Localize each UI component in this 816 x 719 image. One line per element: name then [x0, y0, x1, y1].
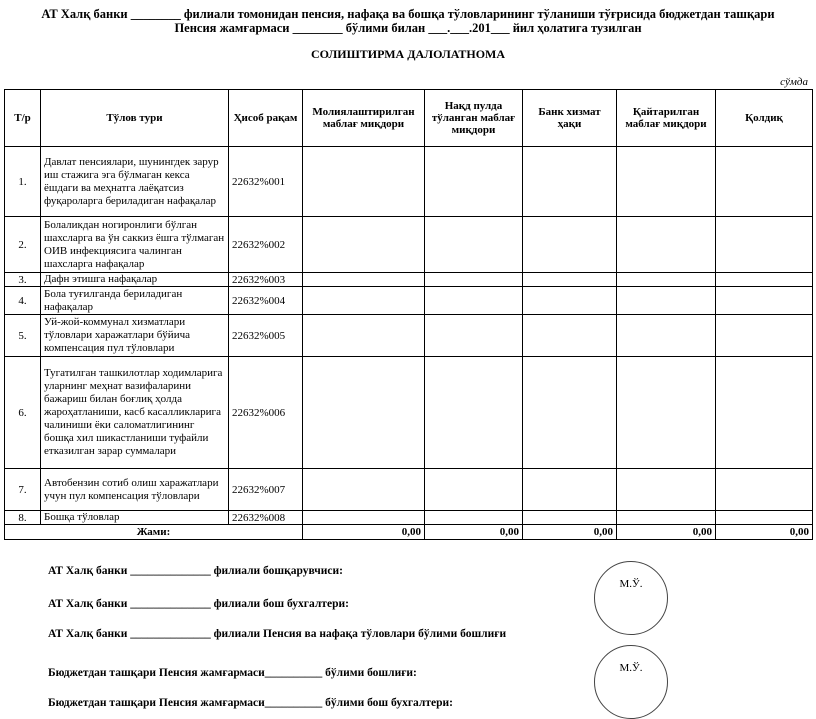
amount-cell [617, 511, 716, 525]
column-header: Молиялаштирилган маблағ миқдори [303, 90, 425, 147]
column-header: Т/р [5, 90, 41, 147]
amount-cell [303, 315, 425, 357]
reconciliation-table [4, 89, 813, 540]
payment-type: Автобензин сотиб олиш харажатлари учун пул компенсация тўловлари [41, 469, 229, 511]
amount-cell [523, 273, 617, 287]
amount-cell [716, 287, 813, 315]
signature-line-branch-manager: АТ Халқ банки ______________ филиали бошқарувчиси: [48, 565, 343, 577]
row-number: 1. [5, 147, 41, 217]
amount-cell [303, 217, 425, 273]
signature-line-branch-chief-accountant: АТ Халқ банки ______________ филиали бош бухгалтери: [48, 598, 349, 610]
stamp-circle [594, 561, 668, 635]
column-header: Ҳисоб рақам [229, 90, 303, 147]
total-value: 0,00 [523, 525, 617, 540]
account-number: 22632%003 [229, 273, 303, 287]
row-number: 7. [5, 469, 41, 511]
total-row [5, 525, 813, 540]
amount-cell [425, 357, 523, 469]
account-number: 22632%004 [229, 287, 303, 315]
table-row [5, 511, 813, 525]
amount-cell [716, 511, 813, 525]
amount-cell [303, 357, 425, 469]
row-number: 3. [5, 273, 41, 287]
amount-cell [303, 273, 425, 287]
payment-type: Давлат пенсиялари, шунингдек зарур иш стажига эга бўлмаган кекса ёшдаги ва меҳнатга лаёқатсиз фуқароларга бериладиган нафақалар [41, 147, 229, 217]
amount-cell [523, 315, 617, 357]
signature-line-pension-fund-chief-accountant: Бюджетдан ташқари Пенсия жамғармаси__________ бўлими бош бухгалтери: [48, 697, 453, 709]
document-title: СОЛИШТИРМА ДАЛОЛАТНОМА [310, 47, 506, 61]
amount-cell [617, 273, 716, 287]
signature-line-pension-department-head: АТ Халқ банки ______________ филиали Пенсия ва нафақа тўловлари бўлими бошлиғи [48, 628, 507, 640]
row-number: 5. [5, 315, 41, 357]
amount-cell [617, 147, 716, 217]
payment-type: Уй-жой-коммунал хизматлари тўловлари харажатлари бўйича компенсация пул тўловлари [41, 315, 229, 357]
total-value: 0,00 [303, 525, 425, 540]
total-value: 0,00 [716, 525, 813, 540]
amount-cell [425, 273, 523, 287]
account-number: 22632%006 [229, 357, 303, 469]
amount-cell [303, 287, 425, 315]
payment-type: Бошқа тўловлар [41, 511, 229, 525]
amount-cell [425, 511, 523, 525]
table-row [5, 469, 813, 511]
amount-cell [617, 287, 716, 315]
column-header: Нақд пулда тўланган маблағ миқдори [425, 90, 523, 147]
amount-cell [716, 147, 813, 217]
account-number: 22632%002 [229, 217, 303, 273]
column-header: Тўлов тури [41, 90, 229, 147]
stamp-circle [594, 645, 668, 719]
document-header-line-1: АТ Халқ банки ________ филиали томонидан пенсия, нафақа ва бошқа тўловларининг тўланиши тўғрисида бюджетдан ташқари [41, 7, 775, 21]
payment-type: Дафн этишга нафақалар [41, 273, 229, 287]
total-value: 0,00 [617, 525, 716, 540]
table-row [5, 357, 813, 469]
table-header-row [5, 90, 813, 147]
amount-cell [617, 217, 716, 273]
amount-cell [303, 511, 425, 525]
amount-cell [716, 217, 813, 273]
payment-type: Бола туғилганда бериладиган нафақалар [41, 287, 229, 315]
column-header: Қолдиқ [716, 90, 813, 147]
payment-type: Тугатилган ташкилотлар ходимларига уларнинг меҳнат вазифаларини бажариш билан боғлиқ ҳолда жароҳатланиши, касб касалликларига чалиниши ёки саломатлигининг бошқа хил шикастланиши туфайли етказилган зарар суммалари [41, 357, 229, 469]
amount-cell [617, 315, 716, 357]
amount-cell [425, 217, 523, 273]
account-number: 22632%008 [229, 511, 303, 525]
table-row [5, 273, 813, 287]
table-row [5, 217, 813, 273]
row-number: 6. [5, 357, 41, 469]
row-number: 2. [5, 217, 41, 273]
column-header: Қайтарилган маблағ миқдори [617, 90, 716, 147]
amount-cell [523, 217, 617, 273]
amount-cell [617, 357, 716, 469]
amount-cell [303, 469, 425, 511]
account-number: 22632%001 [229, 147, 303, 217]
amount-cell [523, 511, 617, 525]
column-header: Банк хизмат ҳақи [523, 90, 617, 147]
row-number: 4. [5, 287, 41, 315]
stamp-label: М.Ў. [619, 578, 643, 590]
amount-cell [617, 469, 716, 511]
table-row [5, 315, 813, 357]
amount-cell [425, 469, 523, 511]
amount-cell [716, 315, 813, 357]
row-number: 8. [5, 511, 41, 525]
amount-cell [716, 273, 813, 287]
amount-cell [716, 469, 813, 511]
amount-cell [523, 287, 617, 315]
amount-cell [425, 147, 523, 217]
table-row [5, 287, 813, 315]
amount-cell [523, 357, 617, 469]
account-number: 22632%005 [229, 315, 303, 357]
amount-cell [303, 147, 425, 217]
total-label: Жами: [5, 525, 303, 540]
document-header-line-2: Пенсия жамғармаси ________ бўлими билан ___.___.201___ йил ҳолатига тузилган [174, 21, 642, 35]
amount-cell [716, 357, 813, 469]
amount-cell [523, 469, 617, 511]
total-value: 0,00 [425, 525, 523, 540]
signature-line-pension-fund-head: Бюджетдан ташқари Пенсия жамғармаси__________ бўлими бошлиғи: [48, 667, 417, 679]
currency-unit-label: сўмда [780, 76, 808, 88]
account-number: 22632%007 [229, 469, 303, 511]
amount-cell [523, 147, 617, 217]
amount-cell [425, 287, 523, 315]
table-row [5, 147, 813, 217]
amount-cell [425, 315, 523, 357]
payment-type: Болаликдан ногиронлиги бўлган шахсларга ва ўн саккиз ёшга тўлмаган ОИВ инфекциясига чалинган шахсларга нафақалар [41, 217, 229, 273]
stamp-label: М.Ў. [619, 662, 643, 674]
